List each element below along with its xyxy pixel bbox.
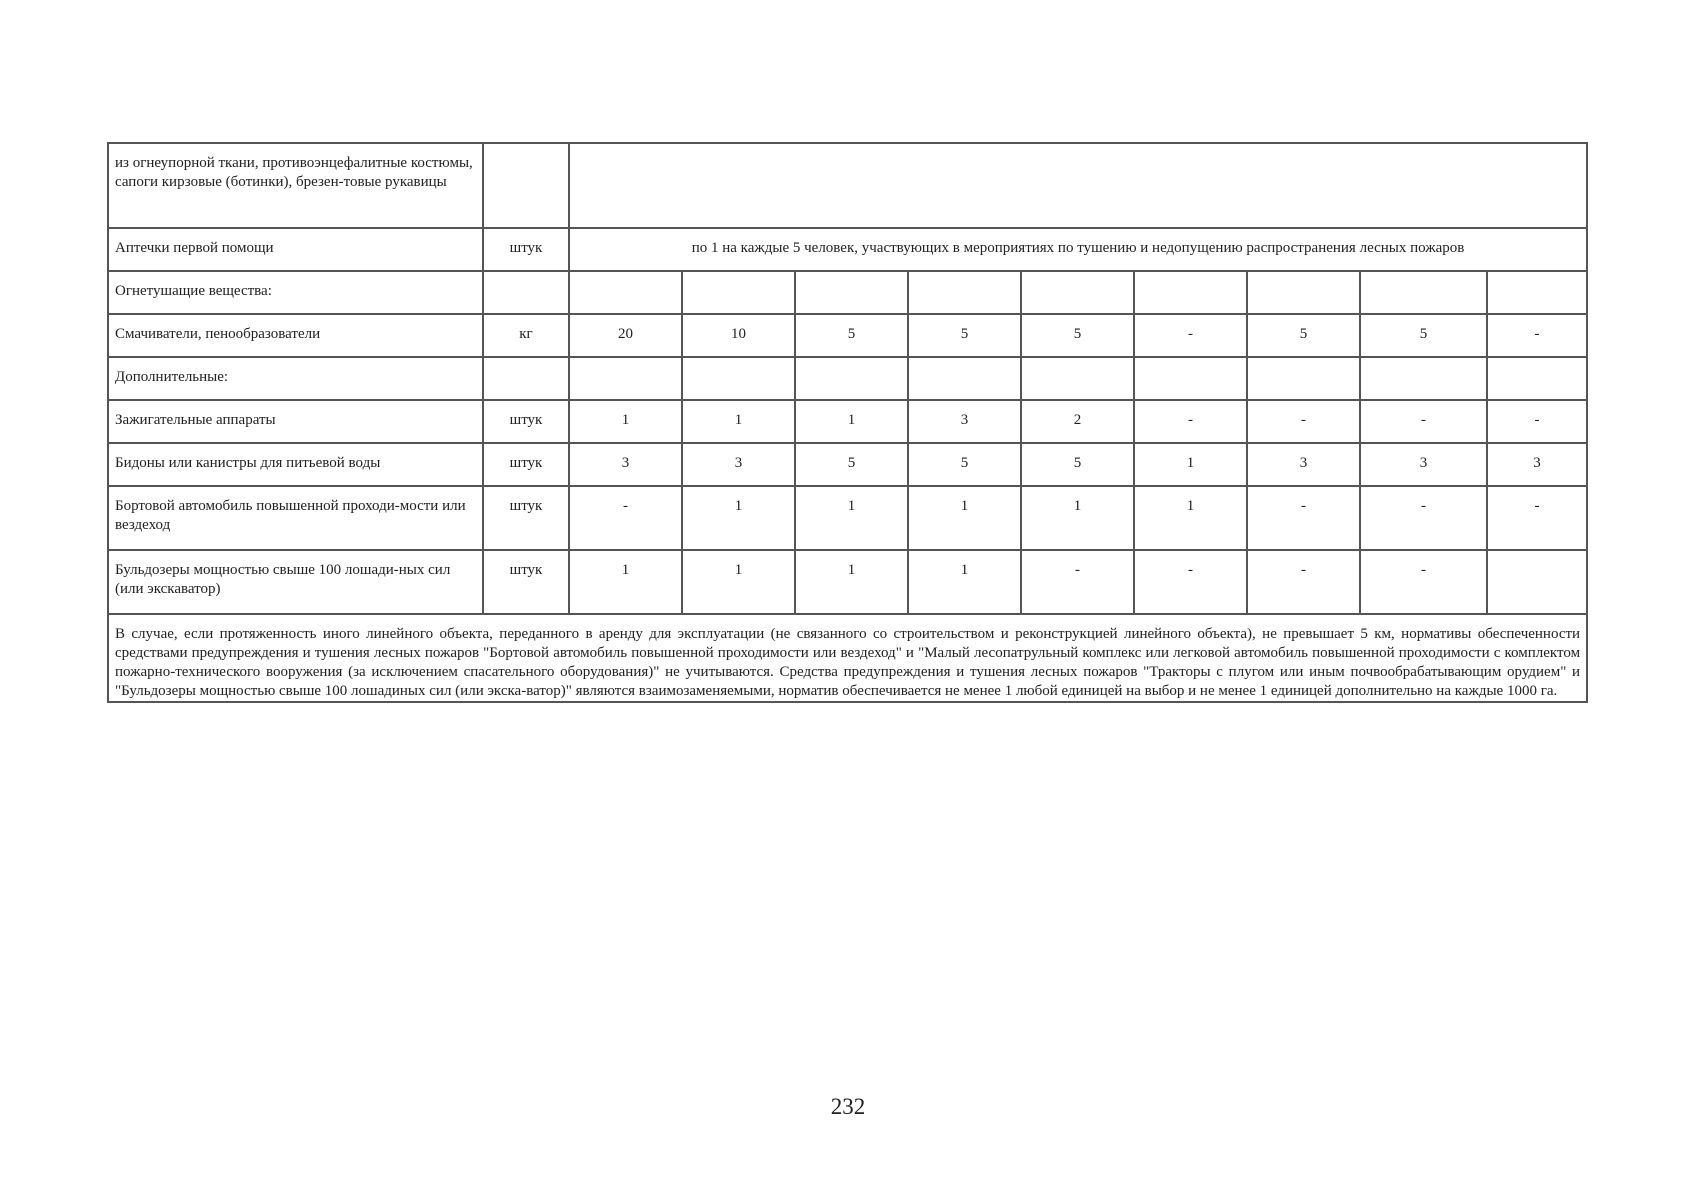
span-value-cell: по 1 на каждые 5 человек, участвующих в мероприятиях по тушению и недопущению распространения лесных пожаров bbox=[569, 228, 1587, 271]
table-row bbox=[108, 443, 1587, 486]
page-number: 232 bbox=[830, 1094, 866, 1119]
value-cell: 1 bbox=[569, 550, 682, 614]
item-name-cell: Смачиватели, пенообразователи bbox=[108, 314, 483, 357]
unit-cell: штук bbox=[483, 443, 569, 486]
value-cell: - bbox=[1134, 314, 1247, 357]
value-cell: - bbox=[1247, 550, 1360, 614]
value-cell: 1 bbox=[569, 400, 682, 443]
value-cell: 10 bbox=[682, 314, 795, 357]
value-cell: 1 bbox=[682, 400, 795, 443]
value-cell: 1 bbox=[795, 550, 908, 614]
value-cell: 5 bbox=[1360, 314, 1487, 357]
value-cell bbox=[1021, 357, 1134, 400]
value-cell: 3 bbox=[908, 400, 1021, 443]
unit-cell: штук bbox=[483, 400, 569, 443]
value-cell: 5 bbox=[1021, 314, 1134, 357]
item-name-cell: Дополнительные: bbox=[108, 357, 483, 400]
note-text: В случае, если протяженность иного линейного объекта, переданного в аренду для эксплуатации (не связанного со строительством и реконструкцией линейного объекта), не превышает 5 км, нормативы обеспеченности средствами предупреждения и тушения лесных пожаров "Бортовой автомобиль повышенной проходимости или вездеход" и "Малый лесопатрульный комплекс или легковой автомобиль повышенной проходимости с комплектом пожарно-технического вооружения (за исключением спасательного оборудования)" не учитываются. Средства предупреждения и тушения лесных пожаров "Тракторы с плугом или иным почвообрабатывающим орудием" и "Бульдозеры мощностью свыше 100 лошадиных сил (или экска-ватор)" являются взаимозаменяемыми, норматив обеспечивается не менее 1 любой единицей на выбор и не менее 1 единицей дополнительно на каждые 1000 га. bbox=[108, 614, 1587, 702]
value-cell: 5 bbox=[908, 443, 1021, 486]
table-row bbox=[108, 550, 1587, 614]
value-cell bbox=[569, 357, 682, 400]
value-cell bbox=[1487, 271, 1587, 314]
table-row bbox=[108, 314, 1587, 357]
unit-cell bbox=[483, 271, 569, 314]
value-cell bbox=[1021, 271, 1134, 314]
value-cell bbox=[1134, 271, 1247, 314]
value-cell: 1 bbox=[908, 486, 1021, 550]
value-cell: 5 bbox=[795, 314, 908, 357]
value-cell: 3 bbox=[1487, 443, 1587, 486]
value-cell: 5 bbox=[1021, 443, 1134, 486]
value-cell: - bbox=[1487, 486, 1587, 550]
value-cell: 3 bbox=[1247, 443, 1360, 486]
value-cell: - bbox=[1134, 550, 1247, 614]
value-cell bbox=[1487, 357, 1587, 400]
value-cell bbox=[908, 271, 1021, 314]
value-cell: - bbox=[1247, 400, 1360, 443]
value-cell bbox=[795, 271, 908, 314]
item-name-cell: Зажигательные аппараты bbox=[108, 400, 483, 443]
value-cell: 2 bbox=[1021, 400, 1134, 443]
item-name-cell: Огнетушащие вещества: bbox=[108, 271, 483, 314]
value-cell: - bbox=[569, 486, 682, 550]
value-cell: - bbox=[1360, 486, 1487, 550]
item-name-cell: Бидоны или канистры для питьевой воды bbox=[108, 443, 483, 486]
value-cell bbox=[682, 357, 795, 400]
value-cell bbox=[1247, 271, 1360, 314]
value-cell: 1 bbox=[1134, 486, 1247, 550]
value-cell bbox=[1247, 357, 1360, 400]
value-cell: 3 bbox=[1360, 443, 1487, 486]
value-cell: 1 bbox=[1021, 486, 1134, 550]
value-cell bbox=[1134, 357, 1247, 400]
note-row bbox=[108, 614, 1587, 702]
unit-cell: штук bbox=[483, 228, 569, 271]
value-cell: 5 bbox=[795, 443, 908, 486]
value-cell: - bbox=[1360, 550, 1487, 614]
value-cell: 1 bbox=[795, 486, 908, 550]
unit-cell bbox=[483, 143, 569, 228]
unit-cell bbox=[483, 357, 569, 400]
value-cell: 1 bbox=[908, 550, 1021, 614]
value-cell bbox=[569, 271, 682, 314]
table-row bbox=[108, 143, 1587, 228]
table-row bbox=[108, 357, 1587, 400]
table-row bbox=[108, 271, 1587, 314]
value-cell: - bbox=[1487, 314, 1587, 357]
value-cell: 5 bbox=[908, 314, 1021, 357]
value-cell: - bbox=[1134, 400, 1247, 443]
unit-cell: штук bbox=[483, 486, 569, 550]
value-cell bbox=[1360, 271, 1487, 314]
value-cell: - bbox=[1487, 400, 1587, 443]
value-cell: 1 bbox=[682, 550, 795, 614]
value-cell: 3 bbox=[569, 443, 682, 486]
value-cell: 1 bbox=[682, 486, 795, 550]
item-name-cell: Аптечки первой помощи bbox=[108, 228, 483, 271]
value-cell: 20 bbox=[569, 314, 682, 357]
value-cell bbox=[795, 357, 908, 400]
value-cell bbox=[1360, 357, 1487, 400]
item-name-cell: Бульдозеры мощностью свыше 100 лошади-ных сил (или экскаватор) bbox=[108, 550, 483, 614]
table-body bbox=[108, 143, 1587, 702]
value-cell: - bbox=[1360, 400, 1487, 443]
table-row bbox=[108, 486, 1587, 550]
item-name-cell: Бортовой автомобиль повышенной проходи-мости или вездеход bbox=[108, 486, 483, 550]
table-row bbox=[108, 228, 1587, 271]
value-cell: - bbox=[1021, 550, 1134, 614]
value-cell bbox=[908, 357, 1021, 400]
value-cell: 1 bbox=[795, 400, 908, 443]
value-cell: 1 bbox=[1134, 443, 1247, 486]
item-name-cell: из огнеупорной ткани, противоэнцефалитные костюмы, сапоги кирзовые (ботинки), брезен-товые рукавицы bbox=[108, 143, 483, 228]
value-cell bbox=[682, 271, 795, 314]
value-cell bbox=[1487, 550, 1587, 614]
value-cell: 5 bbox=[1247, 314, 1360, 357]
unit-cell: штук bbox=[483, 550, 569, 614]
span-value-cell bbox=[569, 143, 1587, 228]
value-cell: 3 bbox=[682, 443, 795, 486]
standards-table bbox=[107, 142, 1588, 703]
table-row bbox=[108, 400, 1587, 443]
unit-cell: кг bbox=[483, 314, 569, 357]
value-cell: - bbox=[1247, 486, 1360, 550]
